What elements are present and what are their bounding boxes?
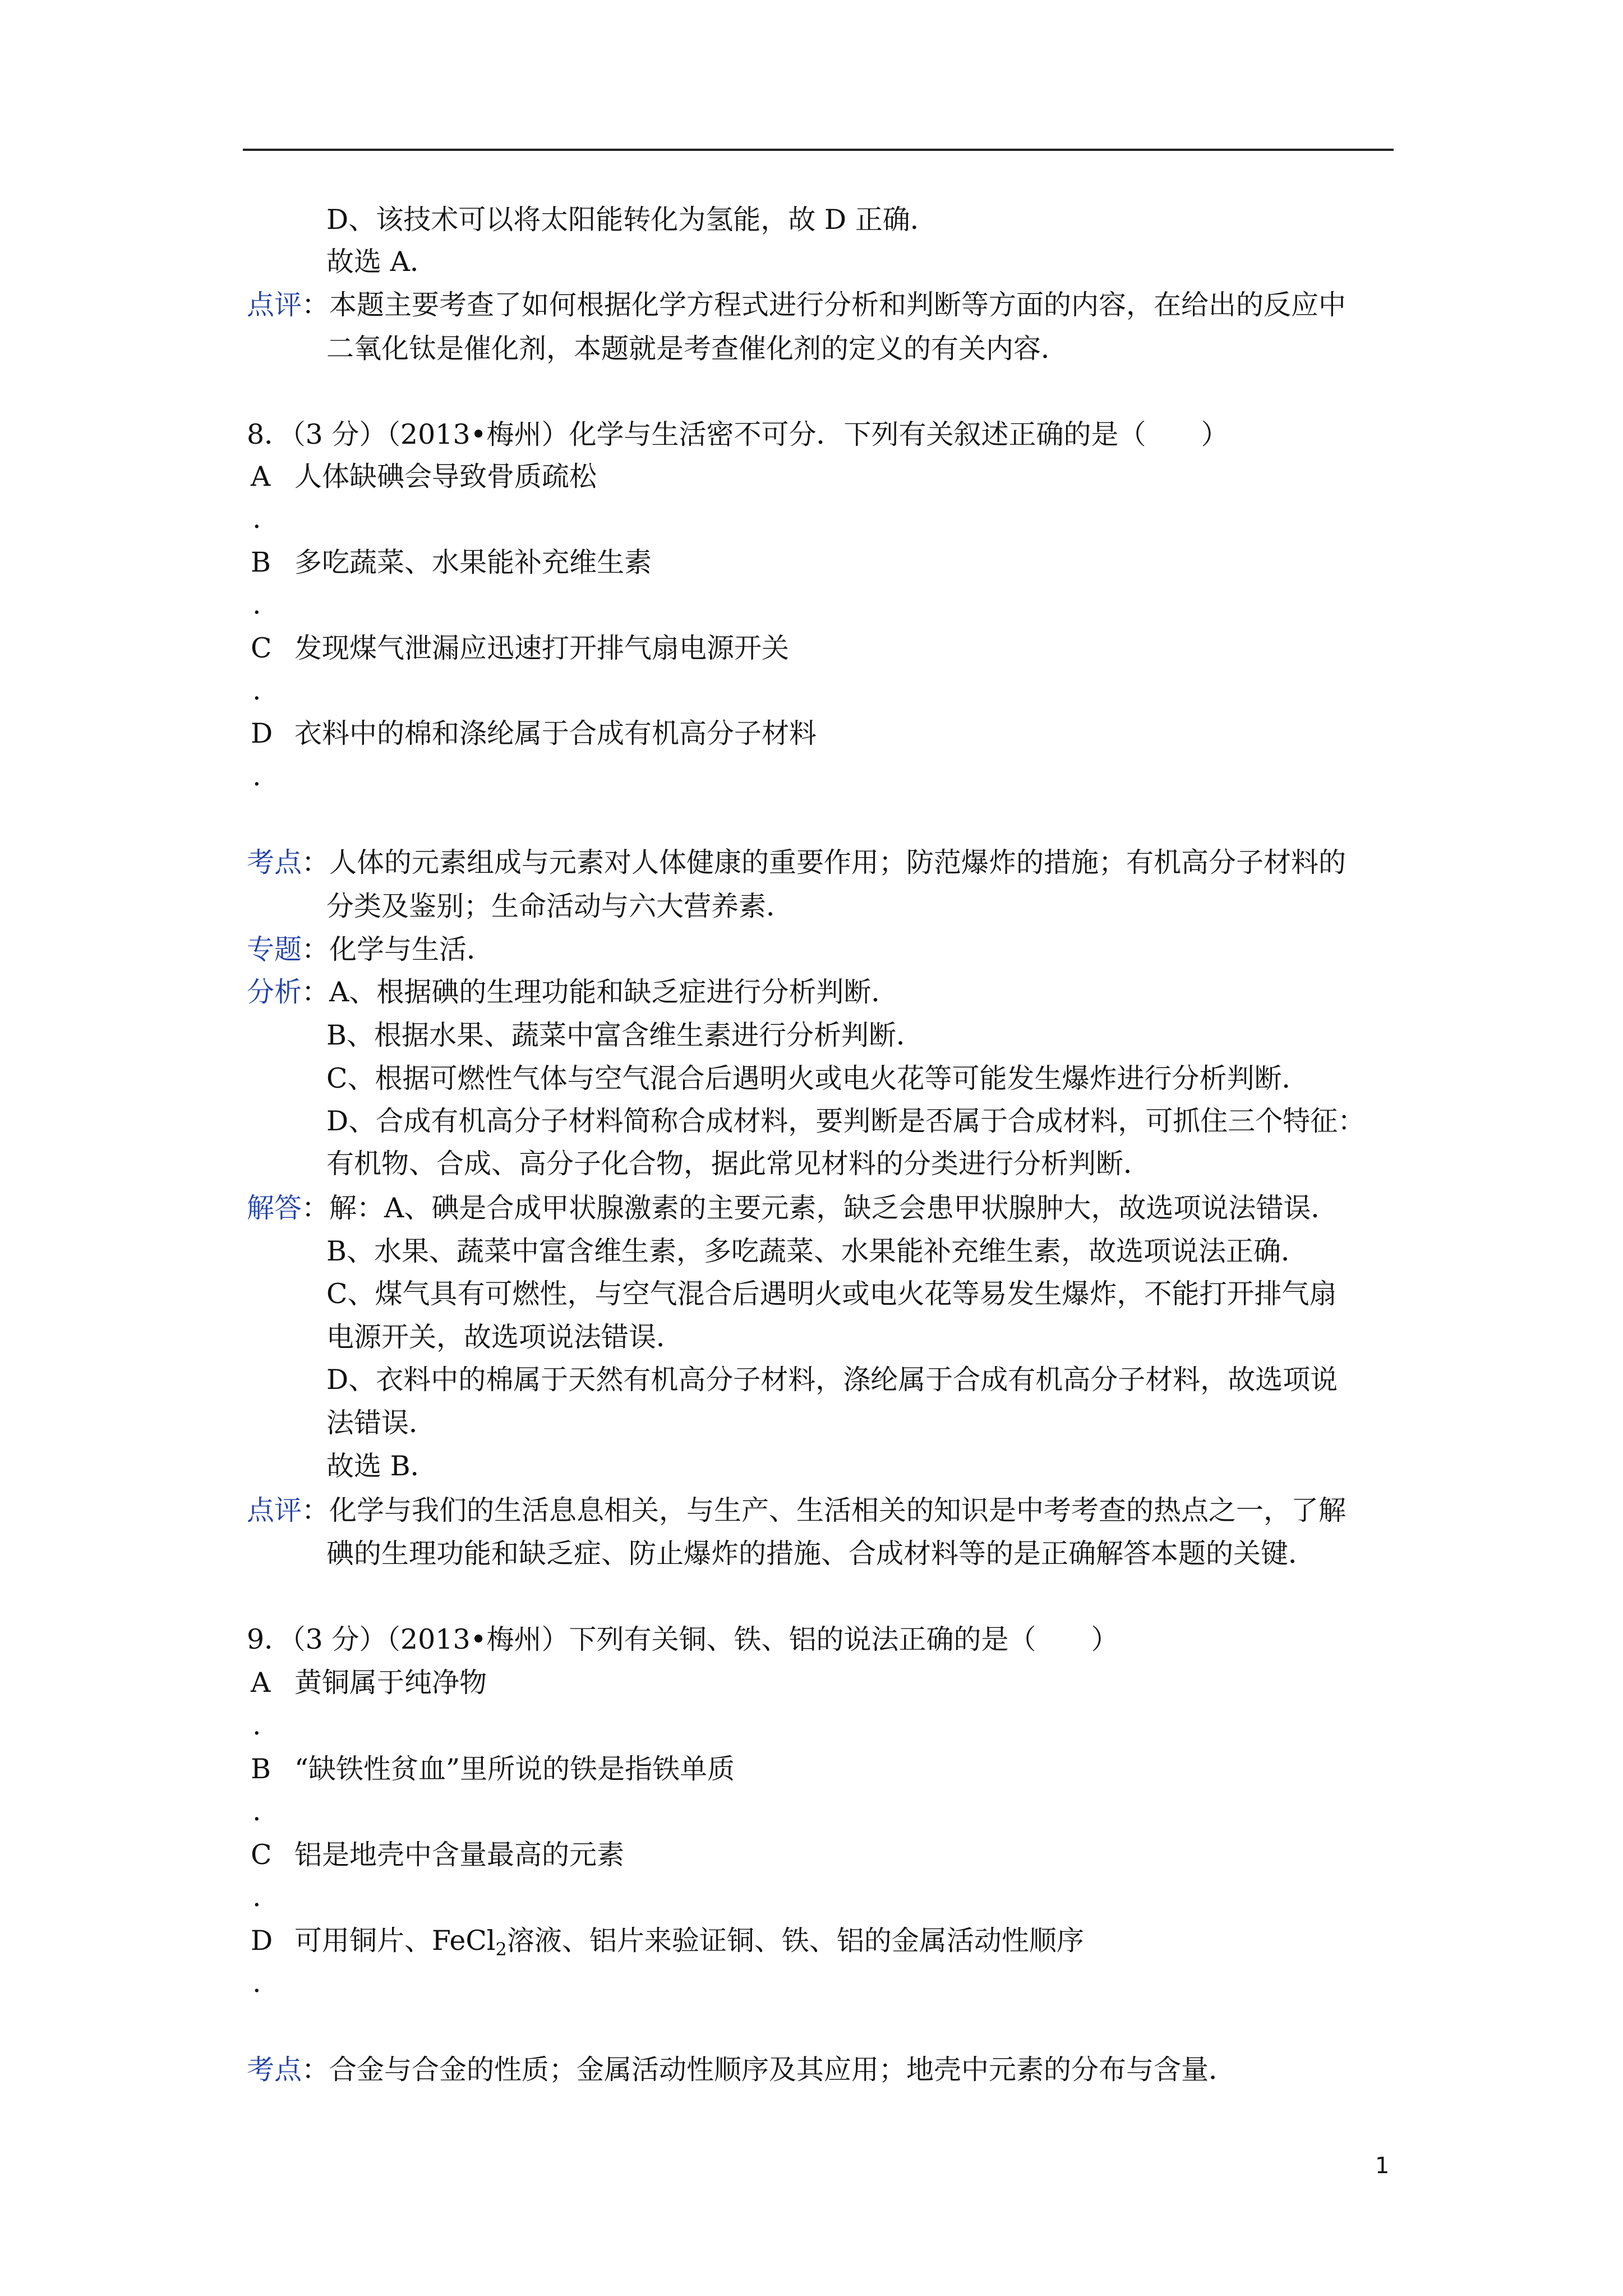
q8-jieda-line-4: 电源开关，故选项说法错误． bbox=[326, 1321, 684, 1353]
kaodian-label: 考点 bbox=[247, 2054, 302, 2086]
q8-jieda-line-3: C、煤气具有可燃性，与空气混合后遇明火或电火花等易发生爆炸，不能打开排气扇 bbox=[326, 1278, 1337, 1310]
header-rule bbox=[243, 149, 1394, 151]
q8-jieda-line-2: B、水果、蔬菜中富含维生素，多吃蔬菜、水果能补充维生素，故选项说法正确． bbox=[326, 1235, 1309, 1267]
q8-option-b-letter: B bbox=[251, 546, 271, 578]
q8-kaodian-line-1: 考点：人体的元素组成与元素对人体健康的重要作用；防范爆炸的措施；有机高分子材料的 bbox=[247, 846, 1347, 878]
option-dot: . bbox=[252, 1881, 261, 1913]
kaodian-label: 考点 bbox=[247, 846, 302, 878]
option-dot: . bbox=[252, 1709, 261, 1741]
fenxi-label: 分析 bbox=[247, 976, 302, 1008]
option-dot: . bbox=[252, 760, 261, 792]
q8-zhuanti-line: 专题：化学与生活． bbox=[247, 933, 495, 965]
zhuanti-label: 专题 bbox=[247, 933, 302, 965]
prev-comment-line-1: 点评：本题主要考查了如何根据化学方程式进行分析和判断等方面的内容，在给出的反应中 bbox=[247, 289, 1347, 321]
q9-option-d-text: 可用铜片、FeCl$_2$溶液、铝片来验证铜、铁、铝的金属活动性顺序 bbox=[294, 1925, 1084, 1960]
q8-option-a-text: 人体缺碘会导致骨质疏松 bbox=[294, 461, 597, 493]
q8-kaodian-line-2: 分类及鉴别；生命活动与六大营养素． bbox=[326, 890, 794, 922]
q8-option-c-letter: C bbox=[251, 632, 272, 664]
q9-stem: 9．（3 分）（2013•梅州）下列有关铜、铁、铝的说法正确的是（ ） bbox=[247, 1623, 1119, 1655]
prev-choose-line: 故选 A． bbox=[326, 246, 437, 278]
q8-stem: 8．（3 分）（2013•梅州）化学与生活密不可分．下列有关叙述正确的是（ ） bbox=[247, 418, 1229, 450]
q8-comment-line-1: 点评：化学与我们的生活息息相关，与生产、生活相关的知识是中考考查的热点之一，了解 bbox=[247, 1494, 1347, 1526]
jieda-label: 解答 bbox=[247, 1192, 302, 1224]
comment-label: 点评 bbox=[247, 1494, 302, 1526]
q9-option-c-letter: C bbox=[251, 1839, 272, 1871]
q8-option-b-text: 多吃蔬菜、水果能补充维生素 bbox=[294, 546, 652, 578]
option-dot: . bbox=[252, 503, 261, 535]
q8-jieda-line-5: D、衣料中的棉属于天然有机高分子材料，涤纶属于合成有机高分子材料，故选项说 bbox=[326, 1364, 1338, 1396]
q8-option-d-text: 衣料中的棉和涤纶属于合成有机高分子材料 bbox=[294, 717, 817, 749]
q8-jieda-line-7: 故选 B． bbox=[326, 1450, 438, 1482]
comment-label: 点评 bbox=[247, 289, 302, 321]
prev-comment-line-2: 二氧化钛是催化剂，本题就是考查催化剂的定义的有关内容． bbox=[326, 333, 1069, 365]
q9-option-d-letter: D bbox=[251, 1925, 273, 1957]
option-dot: . bbox=[252, 588, 261, 620]
q8-fenxi-line-2: B、根据水果、蔬菜中富含维生素进行分析判断． bbox=[326, 1019, 924, 1051]
q9-option-b-letter: B bbox=[251, 1753, 271, 1785]
q9-option-b-text: “缺铁性贫血”里所说的铁是指铁单质 bbox=[294, 1753, 735, 1785]
q8-jieda-line-1: 解答：解：A、碘是合成甲状腺激素的主要元素，缺乏会患甲状腺肿大，故选项说法错误． bbox=[247, 1192, 1339, 1224]
q9-option-a-letter: A bbox=[251, 1667, 271, 1699]
option-dot: . bbox=[252, 674, 261, 706]
q8-fenxi-line-1: 分析：A、根据碘的生理功能和缺乏症进行分析判断． bbox=[247, 976, 899, 1008]
q8-fenxi-line-3: C、根据可燃性气体与空气混合后遇明火或电火花等可能发生爆炸进行分析判断． bbox=[326, 1062, 1310, 1094]
q9-kaodian-line: 考点：合金与合金的性质；金属活动性顺序及其应用；地壳中元素的分布与含量． bbox=[247, 2054, 1237, 2086]
prev-answer-d-line: D、该技术可以将太阳能转化为氢能，故 D 正确． bbox=[326, 204, 938, 236]
option-dot: . bbox=[252, 1795, 261, 1827]
q8-fenxi-line-5: 有机物、合成、高分子化合物，据此常见材料的分类进行分析判断． bbox=[326, 1148, 1151, 1180]
q8-option-a-letter: A bbox=[251, 461, 271, 493]
q8-fenxi-line-4: D、合成有机高分子材料简称合成材料，要判断是否属于合成材料，可抓住三个特征： bbox=[326, 1105, 1366, 1137]
q8-jieda-line-6: 法错误． bbox=[326, 1407, 437, 1439]
q8-option-d-letter: D bbox=[251, 717, 273, 749]
q8-comment-line-2: 碘的生理功能和缺乏症、防止爆炸的措施、合成材料等的是正确解答本题的关键． bbox=[326, 1538, 1316, 1570]
q9-option-a-text: 黄铜属于纯净物 bbox=[294, 1667, 487, 1699]
q9-option-c-text: 铝是地壳中含量最高的元素 bbox=[294, 1839, 625, 1871]
page-number: 1 bbox=[1375, 2153, 1390, 2179]
q8-option-c-text: 发现煤气泄漏应迅速打开排气扇电源开关 bbox=[294, 632, 790, 664]
option-dot: . bbox=[252, 1967, 261, 1999]
